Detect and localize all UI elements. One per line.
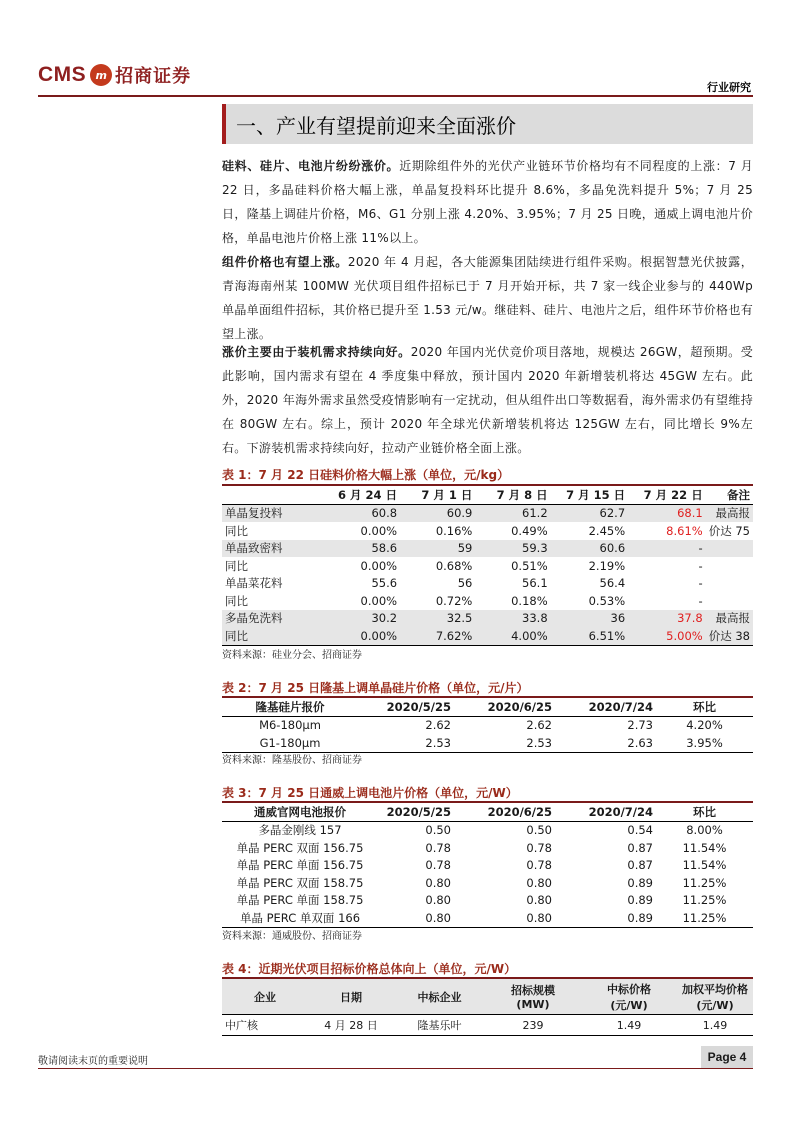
table-cell: 0.49% bbox=[511, 523, 548, 538]
table-cell-highlight: 37.8 bbox=[628, 610, 706, 628]
table-header-row bbox=[222, 486, 753, 504]
table-header-cell: 2020/5/25 bbox=[358, 698, 454, 716]
table1-title: 表 1：7 月 22 日硅料价格大幅上涨（单位，元/kg） bbox=[222, 468, 510, 482]
table-cell: 1.49 bbox=[581, 1015, 677, 1036]
table-row bbox=[222, 627, 753, 645]
table-cell: 56.4 bbox=[599, 576, 626, 591]
table-cell: 单晶 PERC 单双面 166 bbox=[222, 909, 378, 927]
table-cell: 2.73 bbox=[627, 718, 653, 733]
table1-source: 资料来源：硅业分会、招商证券 bbox=[222, 650, 362, 661]
table-cell: 32.5 bbox=[400, 610, 475, 628]
table-cell: M6-180μm bbox=[259, 718, 321, 733]
table-header-line: 中标价格 bbox=[607, 982, 651, 996]
table-cell: 2.62 bbox=[526, 718, 552, 733]
table-header-cell: 7 月 15 日 bbox=[551, 486, 629, 504]
table-header-line: (元/W) bbox=[610, 998, 648, 1012]
paragraph-body: 近期除组件外的光伏产业链环节价格均有不同程度的上涨：7 月 22 日，多晶硅料价格大幅上涨，单晶复投料环比提升 8.6%，多晶免洗料提升 5%；7 月 25 日，隆基上调硅片价格，M6、G1 分别上涨 4.20%、3.95%；7 月 25 日晚，通威上调电池片价格，单晶电池片价格上涨 11%以上。 bbox=[222, 159, 753, 245]
table-cell: 0.80 bbox=[526, 875, 552, 890]
table-cell: G1-180μm bbox=[222, 734, 358, 752]
paragraph-body: 2020 年 4 月起，各大能源集团陆续进行组件采购。根据智慧光伏披露，青海海南州某 100MW 光伏项目组件招标已于 7 月开始开标，共 7 家一线企业参与的 440Wp 单晶单面组件招标，其价格已提升至 1.53 元/w。继硅料、硅片、电池片之后，组件环节价格也有望上涨。 bbox=[222, 255, 753, 341]
table-header-line: (元/W) bbox=[696, 998, 734, 1012]
table-cell: 多晶免洗料 bbox=[222, 610, 323, 628]
table-header-cell: 2020/7/24 bbox=[555, 698, 656, 716]
table-header-line: (MW) bbox=[516, 998, 550, 1011]
paragraph-body: 2020 年国内光伏竞价项目落地，规模达 26GW，超预期。受此影响，国内需求有望在 4 季度集中释放，预计国内 2020 年新增装机将达 45GW 左右。此外，2020 年海外需求虽然受疫情影响有一定扰动，但从组件出口等数据看，海外需求仍有望维持在 80GW 左右。综上，预计 2020 年全球光伏新增装机将达 125GW 左右，同比增长 9%左右。下游装机需求持续向好，拉动产业链价格全面上涨。 bbox=[222, 345, 753, 455]
table-header-row bbox=[222, 979, 753, 1015]
table-cell: 0.80 bbox=[425, 875, 451, 890]
table-header-line: 加权平均价格 bbox=[682, 982, 748, 996]
paragraph-lead: 组件价格也有望上涨。 bbox=[222, 255, 348, 269]
table-cell-highlight: 8.61% bbox=[666, 523, 703, 538]
table-row bbox=[222, 557, 753, 575]
table-note-cell bbox=[706, 557, 753, 575]
footer-divider bbox=[38, 1068, 753, 1069]
table-cell: - bbox=[698, 593, 703, 608]
table-cell: 0.80 bbox=[378, 909, 454, 927]
table-row bbox=[222, 1015, 753, 1036]
table-header-cell: 6 月 24 日 bbox=[323, 486, 401, 504]
table-note-cell bbox=[706, 540, 753, 558]
paragraph-1 bbox=[222, 154, 753, 250]
table-cell: 隆基乐叶 bbox=[394, 1015, 485, 1036]
table-cell: 0.87 bbox=[627, 840, 653, 855]
table-header-cell: 2020/5/25 bbox=[378, 803, 454, 821]
table3 bbox=[222, 803, 753, 928]
table3-title: 表 3：7 月 25 日通威上调电池片价格（单位，元/W） bbox=[222, 786, 518, 800]
table-header-cell: 通威官网电池报价 bbox=[222, 803, 378, 821]
table-cell: 0.89 bbox=[627, 893, 653, 908]
table-cell: 2.19% bbox=[588, 558, 626, 573]
table-cell: 2.63 bbox=[555, 734, 656, 752]
table-cell: 同比 bbox=[222, 627, 323, 645]
table-header-cell bbox=[581, 979, 677, 1015]
table-header-cell bbox=[222, 979, 308, 1015]
table-header-cell bbox=[308, 979, 394, 1015]
logo-chinese-name: 招商证券 bbox=[115, 66, 192, 87]
table-note-cell bbox=[706, 592, 753, 610]
table-row bbox=[222, 909, 753, 927]
table-cell: 7.62% bbox=[400, 627, 475, 645]
table-cell: 同比 bbox=[225, 523, 248, 538]
paragraph-3 bbox=[222, 340, 753, 460]
table-cell-highlight: 68.1 bbox=[628, 504, 706, 522]
table-cell: 4.20% bbox=[686, 718, 723, 733]
table-row bbox=[222, 839, 753, 857]
table4-title: 表 4：近期光伏项目招标价格总体向上（单位，元/W） bbox=[222, 962, 517, 976]
table-cell: 60.8 bbox=[323, 504, 401, 522]
table-cell: 60.6 bbox=[551, 540, 629, 558]
table-cell: 0.00% bbox=[360, 558, 398, 573]
table-cell: 239 bbox=[485, 1015, 581, 1036]
table-header-cell: 隆基硅片报价 bbox=[222, 698, 358, 716]
section-title: 一、产业有望提前迎来全面涨价 bbox=[236, 113, 516, 138]
table-cell: 1.49 bbox=[677, 1015, 753, 1036]
table2-title: 表 2：7 月 25 日隆基上调单晶硅片价格（单位，元/片） bbox=[222, 681, 529, 695]
table-cell: 2.45% bbox=[588, 523, 626, 538]
table-note-cell: 价达 38 bbox=[706, 627, 753, 645]
table-cell: 4.00% bbox=[475, 627, 550, 645]
table-cell: 0.68% bbox=[435, 558, 473, 573]
table-cell: 11.25% bbox=[682, 875, 727, 890]
table-header-cell: 备注 bbox=[706, 486, 753, 504]
table-cell: 30.2 bbox=[323, 610, 401, 628]
table-cell: 同比 bbox=[225, 593, 248, 608]
table-cell: 0.00% bbox=[360, 523, 398, 538]
table-row bbox=[222, 821, 753, 839]
paragraph-lead: 硅料、硅片、电池片纷纷涨价。 bbox=[222, 159, 400, 173]
table-header-cell: 7 月 1 日 bbox=[400, 486, 475, 504]
table-header-cell: 2020/6/25 bbox=[454, 803, 555, 821]
paragraph-lead: 涨价主要由于装机需求持续向好。 bbox=[222, 345, 411, 359]
table-row bbox=[222, 892, 753, 910]
table-cell: 0.87 bbox=[627, 858, 653, 873]
table-cell: - bbox=[628, 540, 706, 558]
table-cell: 36 bbox=[551, 610, 629, 628]
table-row bbox=[222, 874, 753, 892]
table-cell: 0.89 bbox=[627, 875, 653, 890]
logo-cms-text: CMS bbox=[38, 63, 87, 86]
table-cell: 0.89 bbox=[555, 909, 656, 927]
table-row bbox=[222, 716, 753, 734]
table-cell: 0.54 bbox=[627, 823, 653, 838]
table-cell: 0.78 bbox=[526, 858, 552, 873]
table4 bbox=[222, 979, 753, 1036]
table-cell: 33.8 bbox=[475, 610, 550, 628]
table-header-cell: 7 月 22 日 bbox=[628, 486, 706, 504]
table-cell: 中广核 bbox=[222, 1015, 308, 1036]
table-cell: 0.18% bbox=[511, 593, 548, 608]
table-cell: 59 bbox=[400, 540, 475, 558]
table-cell-highlight: 5.00% bbox=[628, 627, 706, 645]
table-cell: - bbox=[698, 558, 703, 573]
table-row bbox=[222, 610, 753, 628]
table-header-line: 企业 bbox=[254, 990, 276, 1004]
table1 bbox=[222, 486, 753, 646]
table-cell: 多晶金刚线 157 bbox=[258, 823, 342, 838]
table-cell: 2.62 bbox=[425, 718, 451, 733]
table-cell: 11.25% bbox=[656, 909, 753, 927]
table-cell: 3.95% bbox=[656, 734, 753, 752]
table-cell: 8.00% bbox=[686, 823, 723, 838]
table-cell: 6.51% bbox=[551, 627, 629, 645]
table-cell: 0.50 bbox=[425, 823, 451, 838]
table-cell: 61.2 bbox=[475, 504, 550, 522]
table-cell: 0.16% bbox=[435, 523, 473, 538]
table-header-cell bbox=[222, 486, 323, 504]
logo-seal-icon: m bbox=[90, 64, 112, 86]
table2-source: 资料来源：隆基股份、招商证券 bbox=[222, 755, 362, 766]
table-cell: 单晶菜花料 bbox=[225, 576, 283, 591]
table-note-cell: 最高报 bbox=[706, 504, 753, 522]
table-cell: 4 月 28 日 bbox=[308, 1015, 394, 1036]
table-cell: 0.78 bbox=[526, 840, 552, 855]
table-cell: 56 bbox=[457, 576, 473, 591]
table-header-row bbox=[222, 698, 753, 716]
table-header-cell bbox=[394, 979, 485, 1015]
table-cell: 11.54% bbox=[682, 840, 727, 855]
table-cell: 同比 bbox=[225, 558, 248, 573]
table-row bbox=[222, 504, 753, 522]
section-banner bbox=[222, 104, 753, 144]
table-cell: 单晶 PERC 双面 158.75 bbox=[236, 875, 364, 890]
table-note-cell: 价达 75 bbox=[708, 523, 750, 538]
table-cell: 0.50 bbox=[526, 823, 552, 838]
table-cell: 0.80 bbox=[526, 893, 552, 908]
table-cell: 11.25% bbox=[682, 893, 727, 908]
table-header-cell: 2020/7/24 bbox=[555, 803, 656, 821]
table-row bbox=[222, 592, 753, 610]
table-cell: 单晶 PERC 单面 158.75 bbox=[236, 893, 364, 908]
table-cell: 60.9 bbox=[400, 504, 475, 522]
header-divider bbox=[38, 95, 753, 97]
table-header-cell: 2020/6/25 bbox=[454, 698, 555, 716]
table-row bbox=[222, 575, 753, 593]
table-cell: 单晶 PERC 双面 156.75 bbox=[236, 840, 364, 855]
table-cell: 0.78 bbox=[425, 858, 451, 873]
report-type-label: 行业研究 bbox=[707, 81, 751, 94]
table-header-cell bbox=[677, 979, 753, 1015]
table-cell: 单晶致密料 bbox=[222, 540, 323, 558]
banner-accent bbox=[222, 104, 226, 144]
table-cell: 56.1 bbox=[522, 576, 548, 591]
table-cell: 单晶复投料 bbox=[222, 504, 323, 522]
table-note-cell bbox=[706, 575, 753, 593]
table-cell: 2.53 bbox=[358, 734, 454, 752]
table-header-line: 招标规模 bbox=[511, 984, 555, 997]
table-cell: 55.6 bbox=[371, 576, 398, 591]
table-header-line: 日期 bbox=[340, 990, 362, 1004]
table-row bbox=[222, 540, 753, 558]
table-cell: 62.7 bbox=[551, 504, 629, 522]
table2 bbox=[222, 698, 753, 753]
table-cell: 单晶 PERC 单面 156.75 bbox=[236, 858, 364, 873]
table-header-cell: 环比 bbox=[656, 698, 753, 716]
table-row bbox=[222, 522, 753, 540]
table-header-cell: 7 月 8 日 bbox=[475, 486, 550, 504]
table3-source: 资料来源：通威股份、招商证券 bbox=[222, 931, 362, 942]
table-cell: 11.54% bbox=[682, 858, 727, 873]
table-cell: 58.6 bbox=[323, 540, 401, 558]
table-cell: 0.78 bbox=[425, 840, 451, 855]
table-cell: 0.80 bbox=[454, 909, 555, 927]
company-logo bbox=[38, 60, 191, 90]
table-cell: 0.72% bbox=[435, 593, 473, 608]
table-cell: 0.00% bbox=[360, 593, 398, 608]
table-row bbox=[222, 734, 753, 752]
table-cell: - bbox=[698, 576, 703, 591]
table-header-cell bbox=[485, 979, 581, 1015]
footer-disclaimer: 敬请阅读末页的重要说明 bbox=[38, 1056, 148, 1067]
table-cell: 0.00% bbox=[323, 627, 401, 645]
table-cell: 2.53 bbox=[454, 734, 555, 752]
table-cell: 59.3 bbox=[475, 540, 550, 558]
table-cell: 0.53% bbox=[588, 593, 626, 608]
table-note-cell: 最高报 bbox=[706, 610, 753, 628]
table-cell: 0.51% bbox=[511, 558, 548, 573]
table-header-row bbox=[222, 803, 753, 821]
paragraph-2 bbox=[222, 250, 753, 346]
page-number: Page 4 bbox=[701, 1046, 753, 1068]
table-header-cell: 环比 bbox=[656, 803, 753, 821]
table-cell: 0.80 bbox=[425, 893, 451, 908]
table-header-line: 中标企业 bbox=[417, 990, 462, 1004]
table-row bbox=[222, 857, 753, 875]
